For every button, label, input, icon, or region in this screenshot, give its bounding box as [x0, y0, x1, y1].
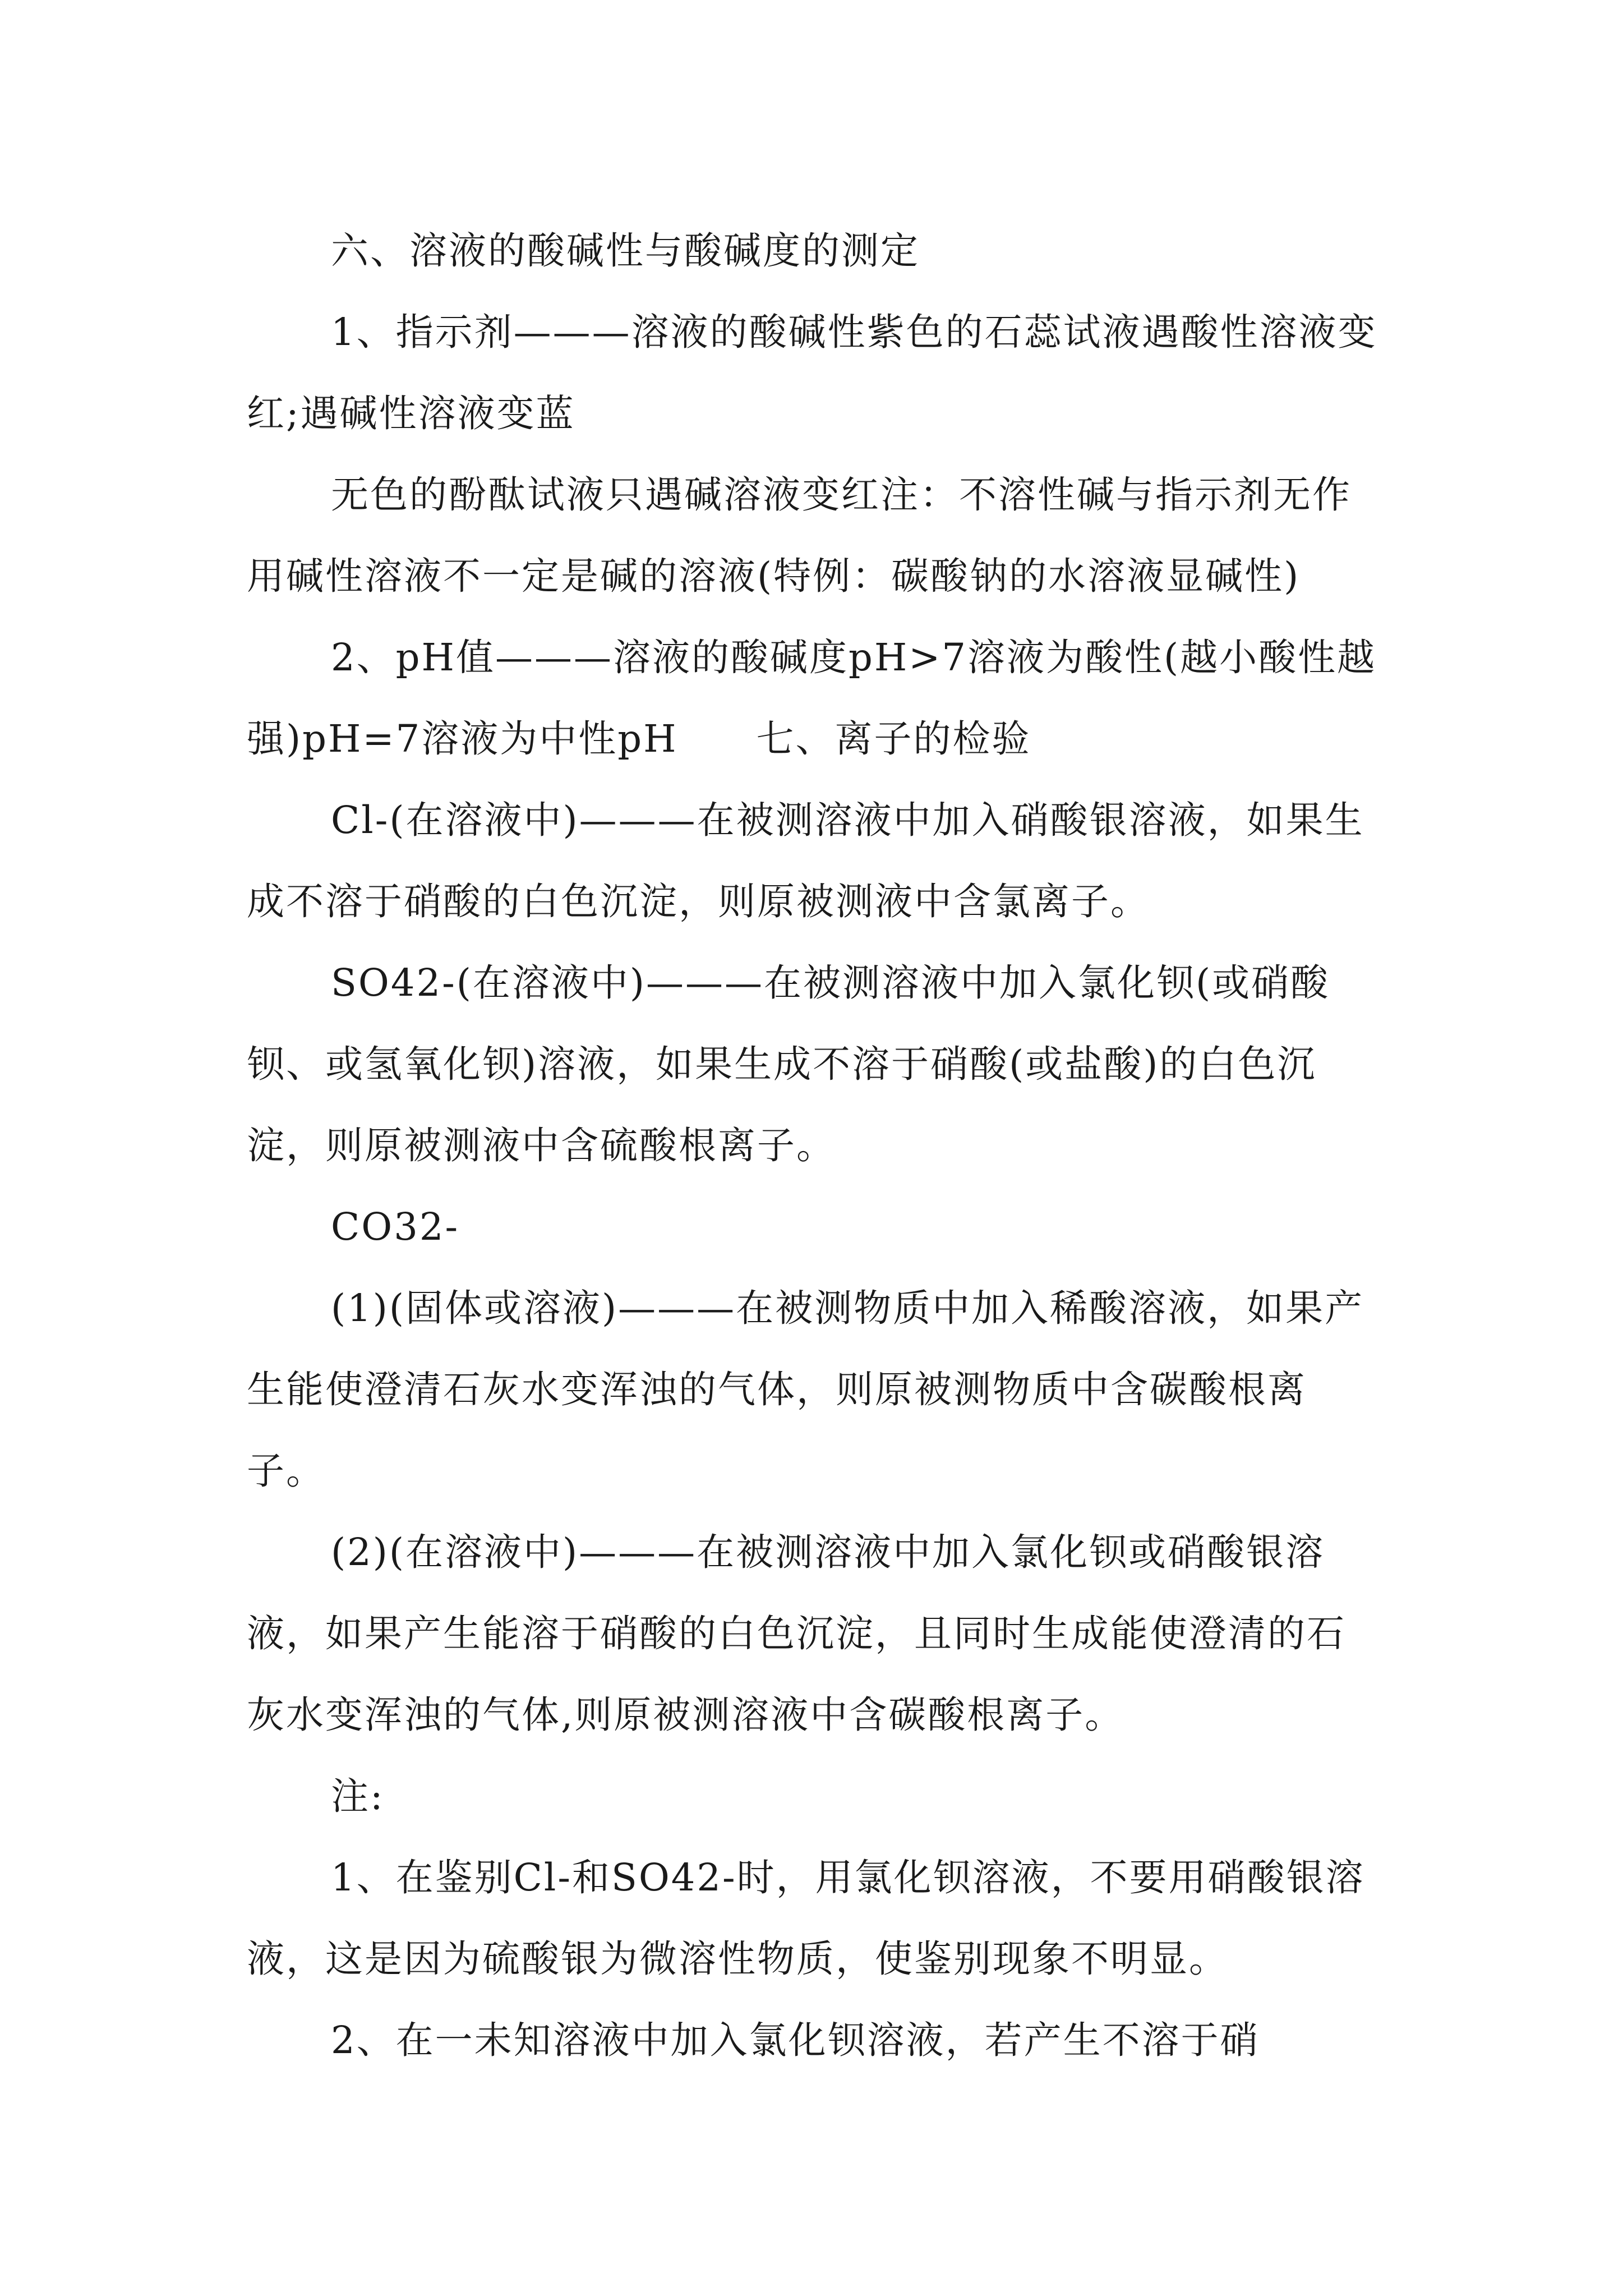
document-body	[247, 210, 1380, 2081]
paragraph-sulfate-test: SO42-(在溶液中)———在被测溶液中加入氯化钡(或硝酸钡、或氢氧化钡)溶液，如果生成不溶于硝酸(或盐酸)的白色沉淀，则原被测液中含硫酸根离子。	[247, 961, 1330, 1167]
paragraph-note-2: 2、在一未知溶液中加入氯化钡溶液，若产生不溶于硝	[331, 2018, 1260, 2062]
paragraph-chloride-test: Cl-(在溶液中)———在被测溶液中加入硝酸银溶液，如果生成不溶于硝酸的白色沉淀，则原被测液中含氯离子。	[247, 798, 1364, 923]
paragraph-carbonate-test-1: (1)(固体或溶液)———在被测物质中加入稀酸溶液，如果产生能使澄清石灰水变浑浊的气体，则原被测物质中含碳酸根离子。	[247, 1286, 1364, 1493]
paragraph-note-heading: 注:	[331, 1774, 385, 1818]
paragraph-indicator: 1、指示剂———溶液的酸碱性紫色的石蕊试液遇酸性溶液变红;遇碱性溶液变蓝	[247, 310, 1377, 435]
paragraph-ph-value: 2、pH值———溶液的酸碱度pH>7溶液为酸性(越小酸性越强)pH=7溶液为中性pH 七、离子的检验	[247, 636, 1377, 761]
paragraph-note-1: 1、在鉴别Cl-和SO42-时，用氯化钡溶液，不要用硝酸银溶液，这是因为硫酸银为微溶性物质，使鉴别现象不明显。	[247, 1856, 1365, 1981]
paragraph-carbonate-test-2: (2)(在溶液中)———在被测溶液中加入氯化钡或硝酸银溶液，如果产生能溶于硝酸的白色沉淀，且同时生成能使澄清的石灰水变浑浊的气体,则原被测溶液中含碳酸根离子。	[247, 1530, 1346, 1737]
paragraph-carbonate-heading: CO32-	[331, 1205, 460, 1249]
section-heading-acidity: 六、溶液的酸碱性与酸碱度的测定	[331, 229, 920, 273]
paragraph-phenolphthalein: 无色的酚酞试液只遇碱溶液变红注：不溶性碱与指示剂无作用碱性溶液不一定是碱的溶液(特例：碳酸钠的水溶液显碱性)	[247, 473, 1352, 598]
